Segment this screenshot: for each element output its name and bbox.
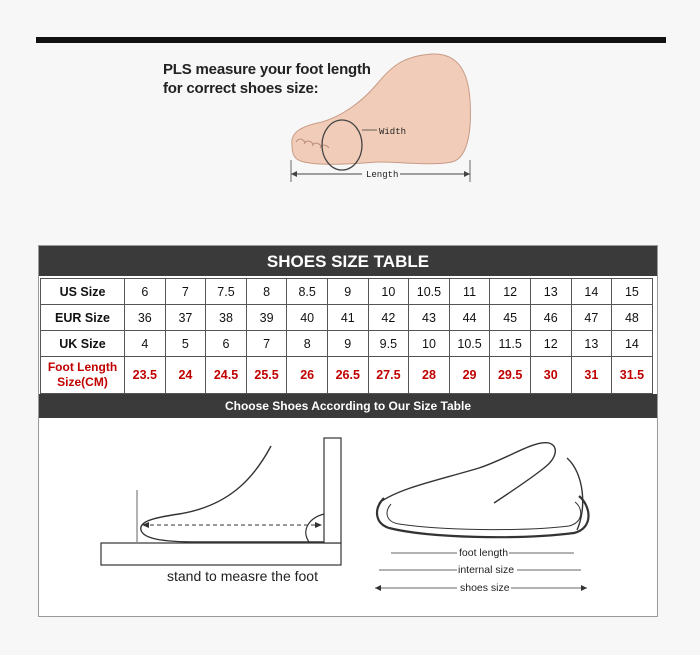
- length-label: Length: [366, 170, 399, 180]
- shoe-size-table: [40, 278, 653, 394]
- table-cell: 29.5: [490, 357, 531, 394]
- table-cell: 39: [246, 305, 287, 331]
- row-label-uk: UK Size: [41, 331, 125, 357]
- size-table-panel: [38, 245, 658, 617]
- table-cell: 9: [327, 279, 368, 305]
- table-cell: 25.5: [246, 357, 287, 394]
- width-label: Width: [379, 127, 407, 137]
- table-cell: 45: [490, 305, 531, 331]
- table-cell: 11.5: [490, 331, 531, 357]
- standing-foot-outline: [141, 446, 324, 542]
- foot-measure-diagram: [282, 50, 482, 185]
- table-cell: 4: [125, 331, 166, 357]
- table-cell: 9: [327, 331, 368, 357]
- table-cell: 9.5: [368, 331, 409, 357]
- row-label-us: US Size: [41, 279, 125, 305]
- table-cell: 44: [449, 305, 490, 331]
- table-cell: 30: [530, 357, 571, 394]
- table-cell: 14: [612, 331, 653, 357]
- table-cell: 11: [449, 279, 490, 305]
- table-cell: 38: [206, 305, 247, 331]
- table-cell: 40: [287, 305, 328, 331]
- table-cell: 24.5: [206, 357, 247, 394]
- table-cell: 48: [612, 305, 653, 331]
- table-cell: 8: [246, 279, 287, 305]
- table-cell: 7: [165, 279, 206, 305]
- table-cell: 23.5: [125, 357, 166, 394]
- table-cell: 6: [206, 331, 247, 357]
- table-cell: 12: [490, 279, 531, 305]
- table-cell: 6: [125, 279, 166, 305]
- table-cell: 13: [571, 331, 612, 357]
- stand-caption: stand to measre the foot: [167, 568, 318, 584]
- insole-outline: [387, 502, 581, 530]
- table-row: [41, 357, 653, 394]
- table-cell: 43: [409, 305, 450, 331]
- row-label-line-2: Size(CM): [57, 375, 108, 389]
- table-cell: 8.5: [287, 279, 328, 305]
- table-cell: 26.5: [327, 357, 368, 394]
- table-cell: 36: [125, 305, 166, 331]
- table-cell: 24: [165, 357, 206, 394]
- table-row: [41, 279, 653, 305]
- table-row: [41, 331, 653, 357]
- table-cell: 42: [368, 305, 409, 331]
- row-label-eur: EUR Size: [41, 305, 125, 331]
- table-cell: 13: [530, 279, 571, 305]
- size-table-title: SHOES SIZE TABLE: [39, 246, 657, 276]
- table-cell: 8: [287, 331, 328, 357]
- table-cell: 14: [571, 279, 612, 305]
- table-cell: 10: [409, 331, 450, 357]
- shoes-size-label: shoes size: [460, 582, 510, 594]
- table-cell: 10: [368, 279, 409, 305]
- foot-shape: [292, 54, 471, 164]
- table-row: [41, 305, 653, 331]
- row-label-line-1: Foot Length: [47, 360, 118, 374]
- internal-size-label: internal size: [458, 564, 515, 576]
- table-cell: 10.5: [449, 331, 490, 357]
- table-cell: 10.5: [409, 279, 450, 305]
- table-cell: 26: [287, 357, 328, 394]
- table-cell: 31.5: [612, 357, 653, 394]
- table-cell: 7: [246, 331, 287, 357]
- table-cell: 12: [530, 331, 571, 357]
- top-divider: [36, 37, 666, 43]
- measuring-illustration: [39, 418, 657, 616]
- floor-board: [101, 543, 341, 565]
- table-cell: 41: [327, 305, 368, 331]
- table-cell: 29: [449, 357, 490, 394]
- size-table-subtitle: Choose Shoes According to Our Size Table: [39, 394, 657, 418]
- foot-length-label: foot length: [459, 547, 509, 559]
- table-cell: 15: [612, 279, 653, 305]
- table-cell: 7.5: [206, 279, 247, 305]
- wall-board: [324, 438, 341, 543]
- table-cell: 28: [409, 357, 450, 394]
- row-label-foot-length: [41, 357, 125, 394]
- instruction-line-1: PLS measure your foot length: [163, 61, 371, 78]
- foot-top-outline: [379, 443, 555, 503]
- table-cell: 46: [530, 305, 571, 331]
- instruction-line-2: for correct shoes size:: [163, 80, 319, 97]
- table-cell: 31: [571, 357, 612, 394]
- table-cell: 27.5: [368, 357, 409, 394]
- table-cell: 5: [165, 331, 206, 357]
- shoe-outline: [377, 496, 588, 537]
- table-cell: 37: [165, 305, 206, 331]
- table-cell: 47: [571, 305, 612, 331]
